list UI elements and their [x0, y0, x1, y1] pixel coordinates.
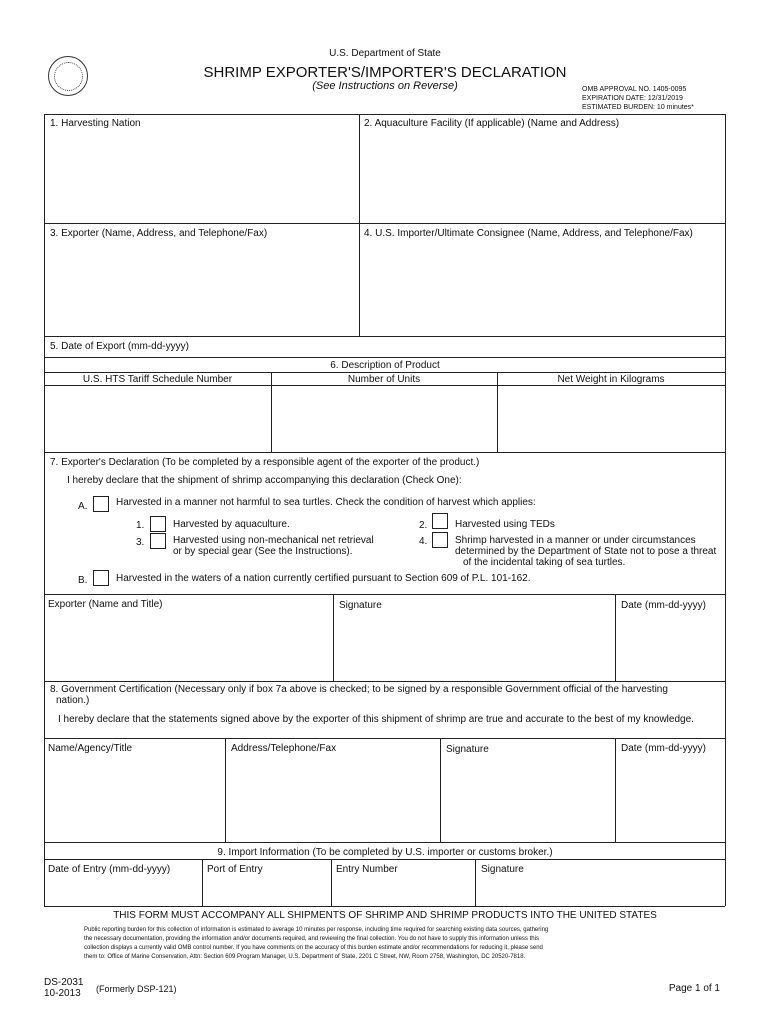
entry-number-label: Entry Number: [336, 864, 398, 875]
aquaculture-facility-field[interactable]: [360, 132, 724, 222]
gov-signature-field[interactable]: [441, 756, 614, 840]
number-of-units-field[interactable]: [272, 386, 496, 451]
gov-date-label: Date (mm-dd-yyyy): [621, 743, 707, 754]
option-b-checkbox[interactable]: [93, 570, 109, 586]
importer-field[interactable]: [360, 242, 724, 334]
option-2-text: Harvested using TEDs: [455, 519, 555, 530]
government-statement: I hereby declare that the statements signed above by the exporter of this shipment of shrimp are true and accurate to the best of my knowledge.: [58, 714, 694, 725]
estimated-burden: ESTIMATED BURDEN: 10 minutes*: [582, 104, 694, 111]
option-a-checkbox[interactable]: [93, 496, 109, 512]
net-weight-field[interactable]: [498, 386, 724, 451]
option-4-text-line1: Shrimp harvested in a manner or under circumstances: [455, 535, 696, 546]
gov-name-agency-label: Name/Agency/Title: [48, 743, 133, 754]
divider: [44, 681, 725, 682]
date-of-entry-label: Date of Entry (mm-dd-yyyy): [48, 864, 171, 875]
field-aquaculture-facility-label: 2. Aquaculture Facility (If applicable) (Name and Address): [364, 118, 620, 129]
date-of-entry-field[interactable]: [45, 877, 201, 905]
department-name: U.S. Department of State: [329, 48, 441, 59]
gov-address-field[interactable]: [226, 756, 439, 840]
exporter-field[interactable]: [45, 242, 358, 334]
field-exporter-label: 3. Exporter (Name, Address, and Telephone/Fax): [50, 228, 268, 239]
option-1-text: Harvested by aquaculture.: [173, 519, 290, 530]
option-3-number: 3.: [136, 537, 145, 548]
import-signature-field[interactable]: [476, 877, 724, 905]
divider: [44, 336, 725, 337]
import-information-heading: 9. Import Information (To be completed by U.S. importer or customs broker.): [217, 847, 553, 858]
divider: [44, 842, 725, 843]
option-2-checkbox[interactable]: [432, 513, 448, 529]
option-b-text: Harvested in the waters of a nation currently certified pursuant to Section 609 of P.L. 101-162.: [116, 573, 531, 584]
divider: [44, 738, 725, 739]
declaration-intro: I hereby declare that the shipment of shrimp accompanying this declaration (Check One):: [67, 475, 462, 486]
port-of-entry-field[interactable]: [203, 877, 330, 905]
harvesting-nation-field[interactable]: [45, 132, 358, 222]
option-a-text: Harvested in a manner not harmful to sea turtles. Check the condition of harvest which applies:: [116, 497, 536, 508]
page-number: Page 1 of 1: [668, 983, 720, 994]
exporter-signature-field[interactable]: [334, 612, 614, 679]
omb-approval: OMB APPROVAL NO. 1405-0095: [582, 86, 687, 93]
form-right-border: [725, 114, 726, 906]
burden-statement-line: collection displays a currently valid OMB control number. If you have comments on the accuracy of this burden estimate and/or recommendations for reducing it, please send: [84, 945, 543, 951]
form-date: 10-2013: [44, 988, 81, 999]
divider: [44, 372, 725, 373]
option-4-text-line2: determined by the Department of State not to pose a threat: [455, 546, 717, 557]
burden-statement-line: Public reporting burden for this collection of information is estimated to average 10 minutes per response, including time required for searching existing data sources, gathering: [84, 927, 549, 933]
field-date-of-export-label: 5. Date of Export (mm-dd-yyyy): [50, 341, 189, 352]
option-2-number: 2.: [419, 520, 428, 531]
exporter-name-title-field[interactable]: [45, 612, 332, 679]
option-4-text-line3: of the incidental taking of sea turtles.: [463, 557, 626, 568]
import-signature-label: Signature: [481, 864, 524, 875]
option-b-label: B.: [78, 575, 88, 586]
form-subtitle: (See Instructions on Reverse): [312, 80, 458, 92]
description-of-product-heading: 6. Description of Product: [330, 360, 440, 371]
option-3-text-line2: or by special gear (See the Instructions).: [173, 546, 353, 557]
option-3-text-line1: Harvested using non-mechanical net retrieval: [173, 535, 374, 546]
divider: [44, 452, 725, 453]
gov-date-field[interactable]: [616, 756, 724, 840]
burden-statement-line: the necessary documentation, providing the information and/or documents required, and reviewing the final collection. You do not have to supply this information unless this: [84, 936, 539, 942]
option-a-label: A.: [78, 501, 88, 512]
hts-tariff-column-header: U.S. HTS Tariff Schedule Number: [82, 374, 233, 385]
entry-number-field[interactable]: [332, 877, 474, 905]
option-3-checkbox[interactable]: [150, 533, 166, 549]
government-certification-heading-cont: nation.): [56, 695, 90, 706]
divider: [44, 859, 725, 860]
exporter-date-label: Date (mm-dd-yyyy): [621, 600, 707, 611]
exporter-declaration-heading: 7. Exporter's Declaration (To be completed by a responsible agent of the exporter of the product.): [50, 457, 480, 468]
gov-name-agency-field[interactable]: [45, 756, 224, 840]
field-harvesting-nation-label: 1. Harvesting Nation: [50, 118, 141, 129]
divider: [44, 594, 725, 595]
option-1-number: 1.: [136, 520, 145, 531]
divider: [44, 357, 725, 358]
exporter-date-field[interactable]: [616, 612, 724, 679]
footer-notice: THIS FORM MUST ACCOMPANY ALL SHIPMENTS OF SHRIMP AND SHRIMP PRODUCTS INTO THE UNITED STATES: [113, 910, 657, 921]
government-certification-heading: 8. Government Certification (Necessary only if box 7a above is checked; to be signed by a responsible Government official of the harvesting: [50, 684, 668, 695]
formerly-label: (Formerly DSP-121): [96, 984, 177, 994]
divider: [44, 223, 725, 224]
form-title: SHRIMP EXPORTER'S/IMPORTER'S DECLARATION: [203, 64, 567, 81]
burden-statement-line: them to: Office of Marine Conservation, Attn: Section 609 Program Manager, U.S. Department of State, 2201 C Street, NW, Room 2758, Washington, DC 20520-7818.: [84, 954, 526, 960]
date-of-export-field[interactable]: [220, 338, 720, 355]
number-of-units-column-header: Number of Units: [347, 374, 421, 385]
exporter-name-title-label: Exporter (Name and Title): [48, 599, 163, 610]
divider: [44, 114, 725, 115]
net-weight-column-header: Net Weight in Kilograms: [557, 374, 665, 385]
field-importer-label: 4. U.S. Importer/Ultimate Consignee (Name, Address, and Telephone/Fax): [364, 228, 693, 239]
form-number: DS-2031: [44, 977, 84, 988]
divider: [44, 906, 725, 907]
gov-signature-label: Signature: [446, 744, 489, 755]
expiration-date: EXPIRATION DATE: 12/31/2019: [582, 95, 683, 102]
hts-tariff-field[interactable]: [45, 386, 270, 451]
option-4-checkbox[interactable]: [432, 532, 448, 548]
gov-address-label: Address/Telephone/Fax: [231, 743, 337, 754]
option-4-number: 4.: [419, 536, 428, 547]
port-of-entry-label: Port of Entry: [207, 864, 263, 875]
option-1-checkbox[interactable]: [150, 516, 166, 532]
exporter-signature-label: Signature: [339, 600, 382, 611]
